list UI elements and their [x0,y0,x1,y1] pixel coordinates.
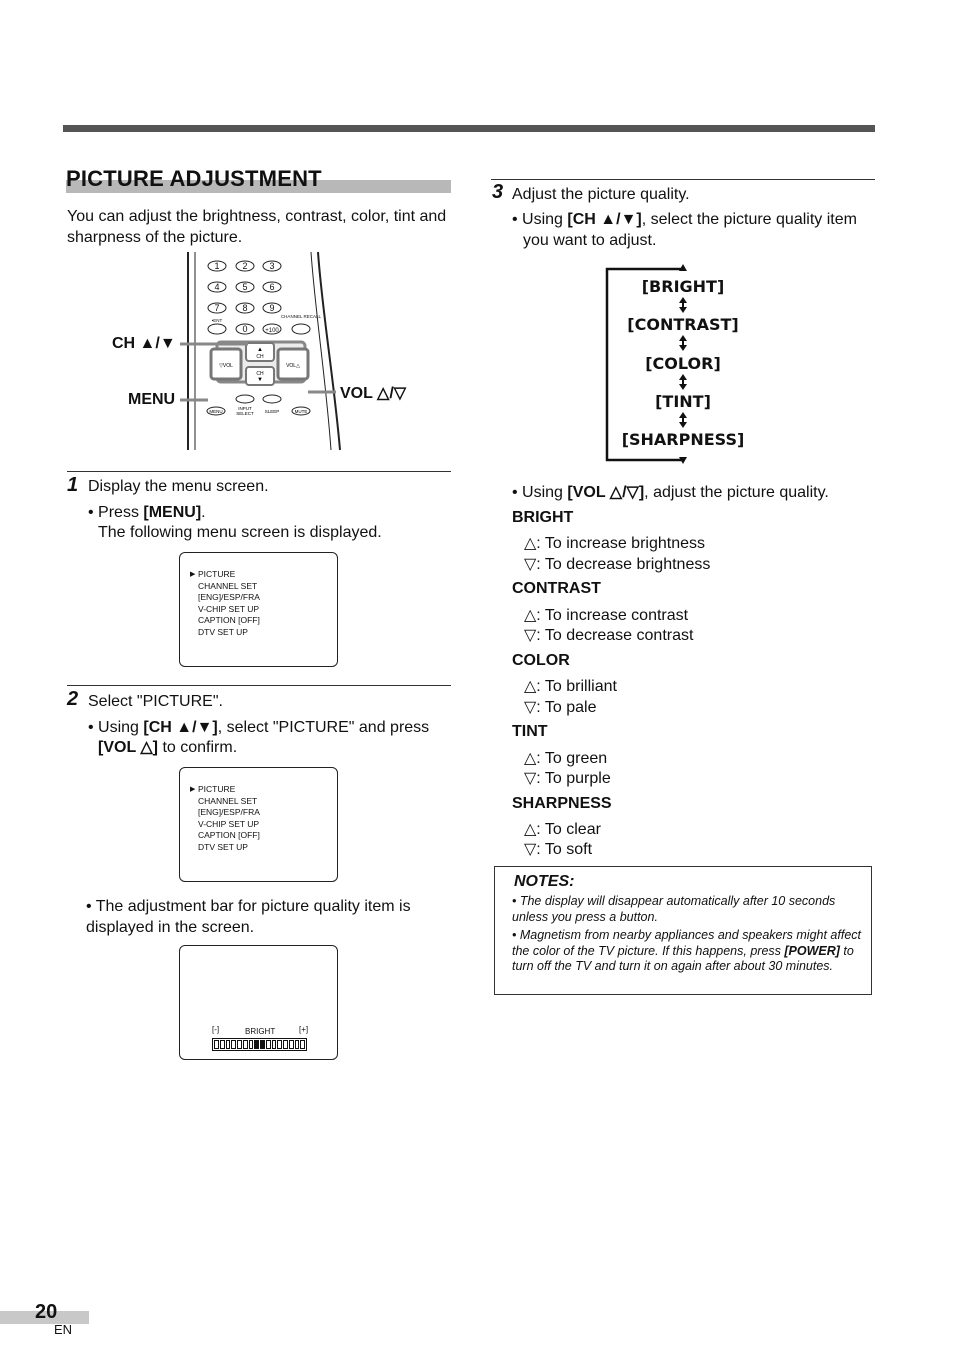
step1-rule [67,471,451,472]
menu-screen-1 [179,552,338,667]
cycle-item-contrast: [CONTRAST] [627,315,739,334]
quality-cycle-diagram [605,263,761,465]
menu-item: V-CHIP SET UP [198,603,260,614]
menu-item: CHANNEL SET [198,580,258,591]
intro-text: You can adjust the brightness, contrast, color, tint and sharpness of the picture. [67,208,447,246]
callout-ch: CH ▲/▼ [112,335,176,352]
quality-sharpness-up: △: To clear [524,821,601,838]
cycle-item-bright: [BRIGHT] [641,277,725,296]
step3-bullet1-line2: you want to adjust. [523,232,657,249]
selection-arrow-icon: ▶ [190,786,196,793]
menu-item: CAPTION [OFF] [198,830,260,841]
step3-bullet1: • Using [CH ▲/▼], select the picture quality item [512,211,857,228]
adjustment-bar-segment [243,1040,248,1049]
step2-bullet: • Using [CH ▲/▼], select "PICTURE" and press [88,719,430,736]
quality-bright-up: △: To increase brightness [524,535,705,552]
notes-box [494,866,872,995]
quality-bright-heading: BRIGHT [512,509,574,526]
quality-tint-heading: TINT [512,723,548,740]
page-title: PICTURE ADJUSTMENT [66,166,322,191]
adjustment-bar-segment [226,1040,231,1049]
remote-key-label: 4 [214,282,220,292]
menu-item: CAPTION [OFF] [198,615,260,626]
menu-item: V-CHIP SET UP [198,818,260,829]
notes-title: NOTES: [514,873,575,890]
quality-bright-down: ▽: To decrease brightness [524,556,711,573]
quality-color-heading: COLOR [512,652,570,669]
callout-vol: VOL △/▽ [340,385,407,402]
adjust-item-label: BRIGHT [245,1027,276,1036]
remote-key-label: 7 [214,303,220,313]
remote-key-label: 6 [269,282,275,292]
svg-text:▲: ▲ [257,347,263,353]
section-title [66,166,451,194]
top-divider-bar [63,125,875,132]
adjust-plus-label: [+] [299,1025,309,1034]
adjust-minus-label: [-] [212,1025,220,1034]
svg-text:▼: ▼ [257,377,263,383]
adjustment-bar [212,1038,307,1051]
menu-screen-2 [179,767,338,882]
cycle-item-sharpness: [SHARPNESS] [621,430,745,449]
adjustment-bar-segment [254,1040,259,1049]
quality-contrast-heading: CONTRAST [512,580,601,597]
quality-contrast-down: ▽: To decrease contrast [524,627,694,644]
step1-bullet: • Press [MENU]. [88,504,206,521]
step2-bullet-line2: [VOL △] to confirm. [98,739,238,756]
menu-item: [ENG]/ESP/FRA [198,592,260,603]
cycle-item-color: [COLOR] [645,354,721,373]
quality-color-down: ▽: To pale [524,699,597,716]
remote-ch-down-label: CH [256,371,264,377]
remote-key-label: +100 [265,328,279,334]
remote-key-label: 9 [269,303,275,313]
menu-list [190,784,260,854]
quality-sharpness-down: ▽: To soft [524,841,593,858]
remote-key-label: 0 [242,324,248,334]
menu-item: CHANNEL SET [198,795,258,806]
selection-arrow-icon: ▶ [190,571,196,578]
adjustment-bar-segment [277,1040,282,1049]
adjustment-bar-segment [214,1040,219,1049]
adjustment-bar-segment [300,1040,305,1049]
adjustment-bar-segment [289,1040,294,1049]
remote-channel-recall-label: CHANNEL RECALL [280,314,322,319]
step3-bullet2: • Using [VOL △/▽], adjust the picture quality. [512,484,829,501]
language-label: EN [54,1322,73,1337]
cycle-item-tint: [TINT] [655,392,711,411]
svg-text:INPUT: INPUT [238,406,252,411]
menu-item: DTV SET UP [198,626,248,637]
svg-text:MENU: MENU [209,409,223,414]
quality-tint-down: ▽: To purple [524,770,611,787]
svg-text:SLEEP: SLEEP [264,409,280,414]
quality-color-up: △: To brilliant [524,678,617,695]
menu-item: [ENG]/ESP/FRA [198,807,260,818]
step3-text: Adjust the picture quality. [512,186,690,203]
remote-vol-left-label: ▽VOL [219,363,233,369]
adjustment-bar-segment [295,1040,300,1049]
page-number: 20 [35,1301,58,1323]
step1-number: 1 [67,474,79,496]
remote-key-label: 8 [242,303,248,313]
adjustment-bar-segment [260,1040,265,1049]
menu-list [190,569,260,639]
svg-text:MUTE: MUTE [294,409,308,414]
svg-text:SELECT: SELECT [236,411,254,416]
adjustment-bar-segment [249,1040,254,1049]
step2-number: 2 [67,688,79,710]
quality-sharpness-heading: SHARPNESS [512,795,612,812]
remote-ent-label: •ENT [211,318,223,323]
step2-bullet3: • The adjustment bar for picture quality item is displayed in the screen. [86,898,411,936]
remote-channel-recall-key [292,324,310,334]
note-1: • The display will disappear automatically after 10 seconds unless you press a button. [512,894,836,924]
remote-key-label: 3 [269,261,275,271]
menu-item: PICTURE [198,569,236,579]
callout-menu: MENU [128,391,176,408]
remote-key-label: 5 [242,282,248,292]
step2-rule [67,685,451,686]
adjustment-bar-segment [237,1040,242,1049]
quality-contrast-up: △: To increase contrast [524,607,689,624]
remote-key-label: 2 [242,261,248,271]
step3-number: 3 [492,181,504,203]
remote-ent-key [208,324,226,334]
menu-item: PICTURE [198,784,236,794]
adjustment-bar-segment [220,1040,225,1049]
step1-line2: The following menu screen is displayed. [98,524,382,541]
quality-tint-up: △: To green [524,750,608,767]
step2-text: Select "PICTURE". [88,693,223,710]
adjustment-bar-segment [272,1040,277,1049]
adjustment-bar-segment [266,1040,271,1049]
adjustment-bar-segment [231,1040,236,1049]
adjust-screen [179,945,338,1060]
step3-rule [491,179,875,180]
remote-ch-up-label: CH [256,354,264,360]
note-2: • Magnetism from nearby appliances and speakers might affect the color of the TV picture. If this happens, press [POWER] to turn off the TV and turn it on again after about 30 minutes. [512,928,861,973]
remote-key-label: 1 [214,261,220,271]
remote-vol-right-label: VOL△ [286,363,300,369]
menu-item: DTV SET UP [198,841,248,852]
step1-text: Display the menu screen. [88,478,269,495]
adjustment-bar-segment [283,1040,288,1049]
